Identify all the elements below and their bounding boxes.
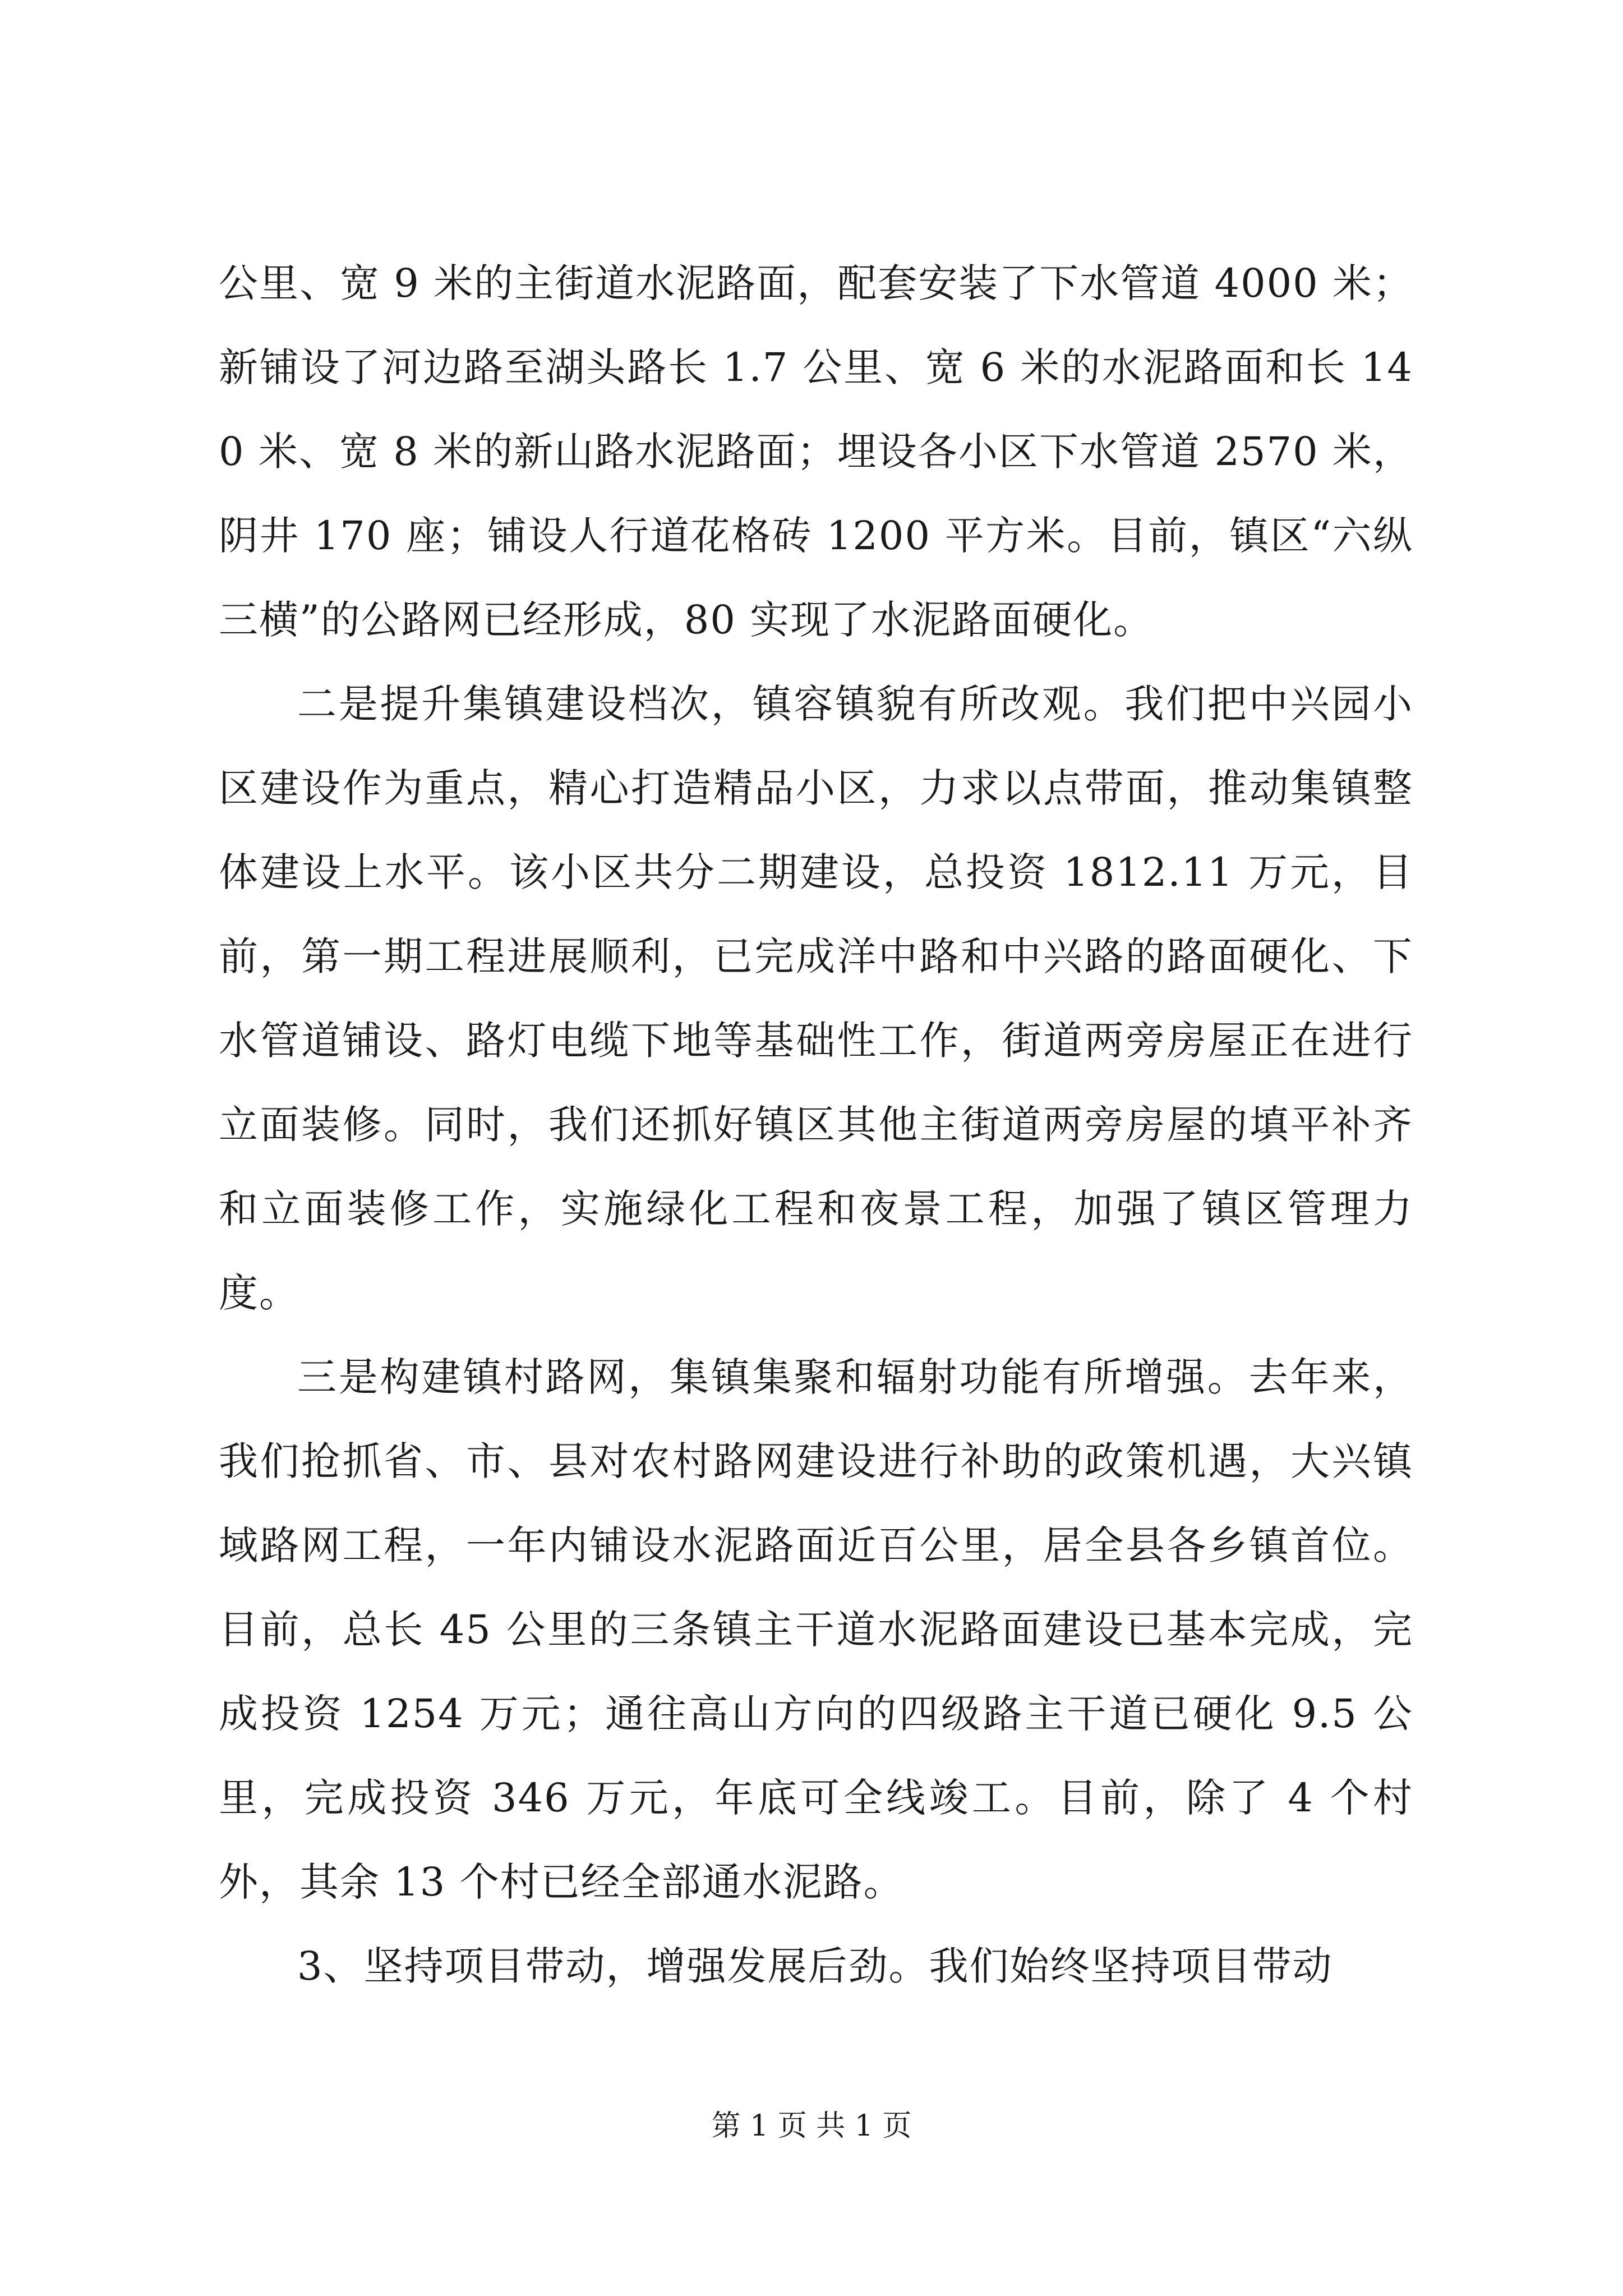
paragraph-1: 公里、宽 9 米的主街道水泥路面，配套安装了下水管道 4000 米；新铺设了河边路至湖头路长 1.7 公里、宽 6 米的水泥路面和长 140 米、宽 8 米的新山路水泥路面；埋设各小区下水管道 2570 米，阴井 170 座；铺设人行道花格砖 1200 平方米。目前，镇区“六纵三横”的公路网已经形成，80 实现了水泥路面硬化。	[219, 260, 1413, 643]
page-number-label: 第 1 页 共 1 页	[711, 2109, 912, 2143]
page-footer	[0, 2106, 1623, 2146]
document-body	[219, 241, 1413, 2008]
paragraph-2: 二是提升集镇建设档次，镇容镇貌有所改观。我们把中兴园小区建设作为重点，精心打造精品小区，力求以点带面，推动集镇整体建设上水平。该小区共分二期建设，总投资 1812.11 万元，目前，第一期工程进展顺利，已完成洋中路和中兴路的路面硬化、下水管道铺设、路灯电缆下地等基础性工作，街道两旁房屋正在进行立面装修。同时，我们还抓好镇区其他主街道两旁房屋的填平补齐和立面装修工作，实施绿化工程和夜景工程，加强了镇区管理力度。	[219, 681, 1413, 1316]
paragraph-3: 三是构建镇村路网，集镇集聚和辐射功能有所增强。去年来，我们抢抓省、市、县对农村路网建设进行补助的政策机遇，大兴镇域路网工程，一年内铺设水泥路面近百公里，居全县各乡镇首位。目前，总长 45 公里的三条镇主干道水泥路面建设已基本完成，完成投资 1254 万元；通往高山方向的四级路主干道已硬化 9.5 公里，完成投资 346 万元，年底可全线竣工。目前，除了 4 个村外，其余 13 个村已经全部通水泥路。	[219, 1354, 1413, 1905]
paragraph-4: 3、坚持项目带动，增强发展后劲。我们始终坚持项目带动	[297, 1943, 1333, 1989]
